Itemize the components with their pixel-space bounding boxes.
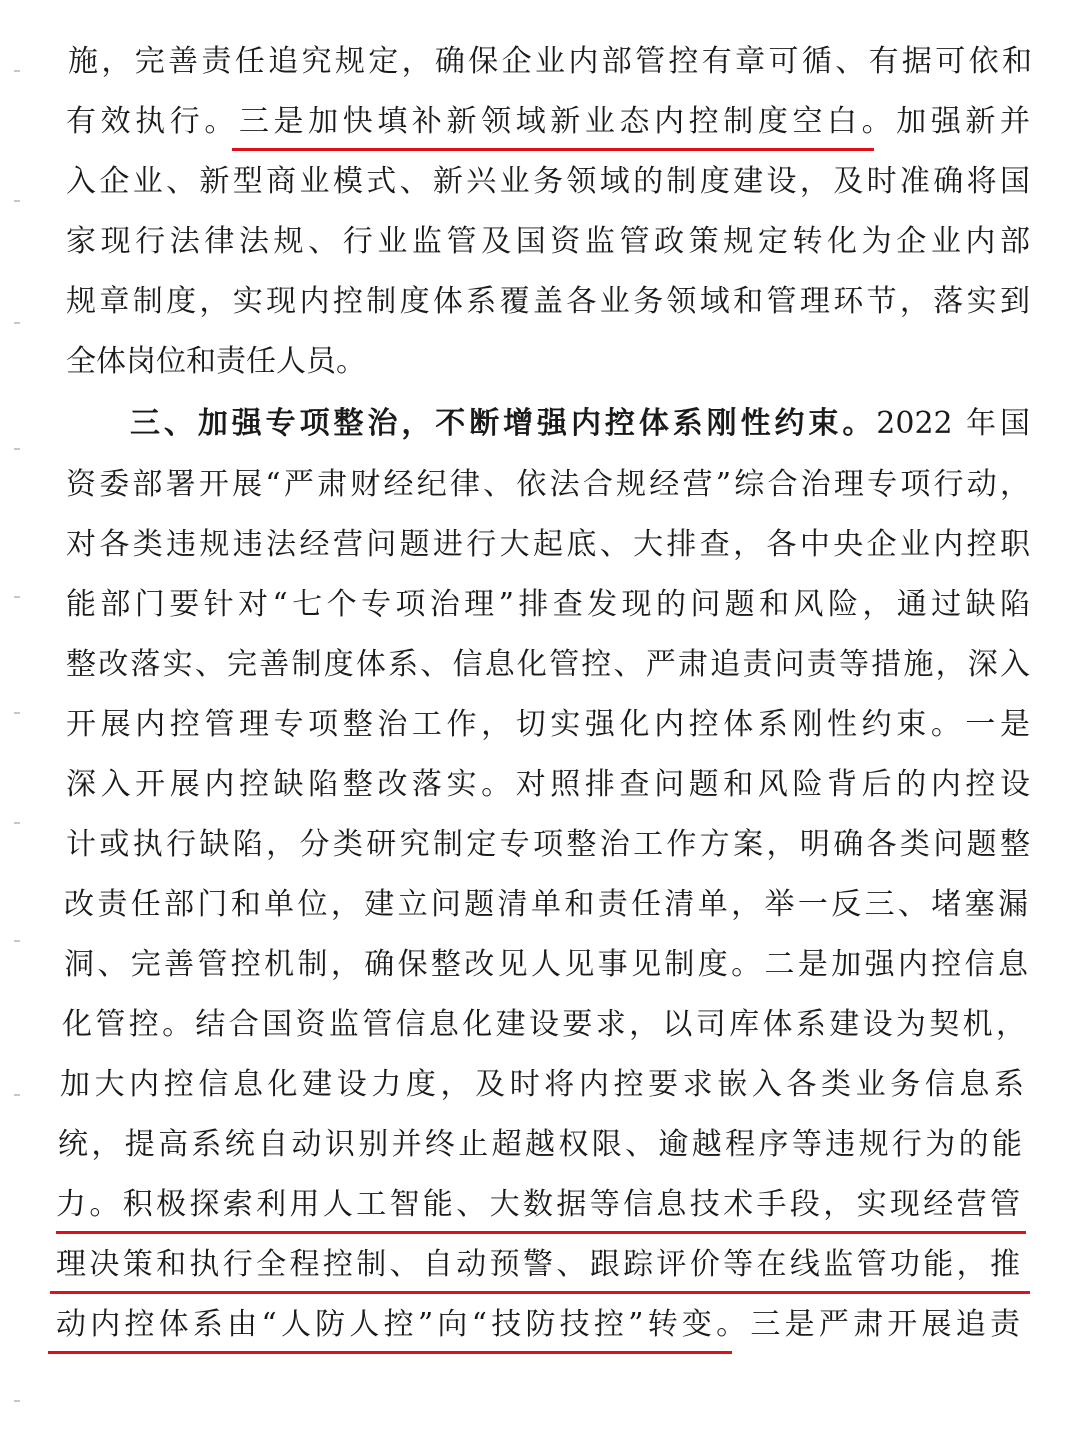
text-line-15: 改责任部门和单位，建立问题清单和责任清单，举一反三、堵塞漏 [64, 887, 1028, 922]
text-line-2: 有效执行。三是加快填补新领域新业态内控制度空白。加强新并 [66, 104, 1030, 139]
highlight-underline-2 [56, 1231, 1026, 1234]
highlight-underline-4 [48, 1351, 732, 1354]
margin-scan-mark [14, 1094, 20, 1096]
highlight-underline-1 [232, 148, 874, 151]
margin-scan-mark [14, 596, 20, 598]
margin-scan-mark [14, 70, 20, 72]
margin-scan-mark [14, 822, 20, 824]
text-line-11: 整改落实、完善制度体系、信息化管控、严肃追责问责等措施，深入 [66, 647, 1030, 682]
text-line-3: 入企业、新型商业模式、新兴业务领域的制度建设，及时准确将国 [66, 164, 1030, 199]
text-line-22: 动内控体系由“人防人控”向“技防技控”转变。三是严肃开展追责 [56, 1307, 1020, 1342]
margin-scan-mark [14, 448, 20, 450]
text-line-10: 能部门要针对“七个专项治理”排查发现的问题和风险，通过缺陷 [66, 587, 1030, 622]
margin-scan-mark [14, 322, 20, 324]
text-line-6: 全体岗位和责任人员。 [66, 344, 366, 379]
text-line-18: 加大内控信息化建设力度，及时将内控要求嵌入各类业务信息系 [60, 1067, 1024, 1102]
section-heading-bold: 三、加强专项整治，不断增强内控体系刚性约束。 [130, 406, 877, 441]
highlight-underline-3 [50, 1291, 1030, 1294]
margin-scan-mark [14, 1400, 20, 1402]
text-line-8: 资委部署开展“严肃财经纪律、依法合规经营”综合治理专项行动， [66, 467, 1030, 502]
text-line-4: 家现行法律法规、行业监管及国资监管政策规定转化为企业内部 [66, 224, 1030, 259]
text-line-9: 对各类违规违法经营问题进行大起底、大排查，各中央企业内控职 [66, 527, 1030, 562]
text-line-19: 统，提高系统自动识别并终止超越权限、逾越程序等违规行为的能 [58, 1127, 1022, 1162]
margin-scan-mark [14, 712, 20, 714]
margin-scan-mark [14, 940, 20, 942]
section-heading-rest: 2022 年国 [876, 406, 1031, 441]
text-line-13: 深入开展内控缺陷整改落实。对照排查问题和风险背后的内控设 [66, 767, 1030, 802]
text-line-20: 力。积极探索利用人工智能、大数据等信息技术手段，实现经营管 [56, 1187, 1020, 1222]
text-line-14: 计或执行缺陷，分类研究制定专项整治工作方案，明确各类问题整 [66, 827, 1030, 862]
text-line-21: 理决策和执行全程控制、自动预警、跟踪评价等在线监管功能，推 [56, 1247, 1020, 1282]
text-line-12: 开展内控管理专项整治工作，切实强化内控体系刚性约束。一是 [66, 707, 1030, 742]
text-line-16: 洞、完善管控机制，确保整改见人见事见制度。二是加强内控信息 [64, 947, 1028, 982]
margin-scan-mark [14, 200, 20, 202]
text-line-1: 施，完善责任追究规定，确保企业内部管控有章可循、有据可依和 [68, 44, 1032, 79]
section-heading [130, 404, 1030, 444]
text-line-17: 化管控。结合国资监管信息化建设要求，以司库体系建设为契机， [62, 1007, 1026, 1042]
text-line-5: 规章制度，实现内控制度体系覆盖各业务领域和管理环节，落实到 [66, 284, 1030, 319]
